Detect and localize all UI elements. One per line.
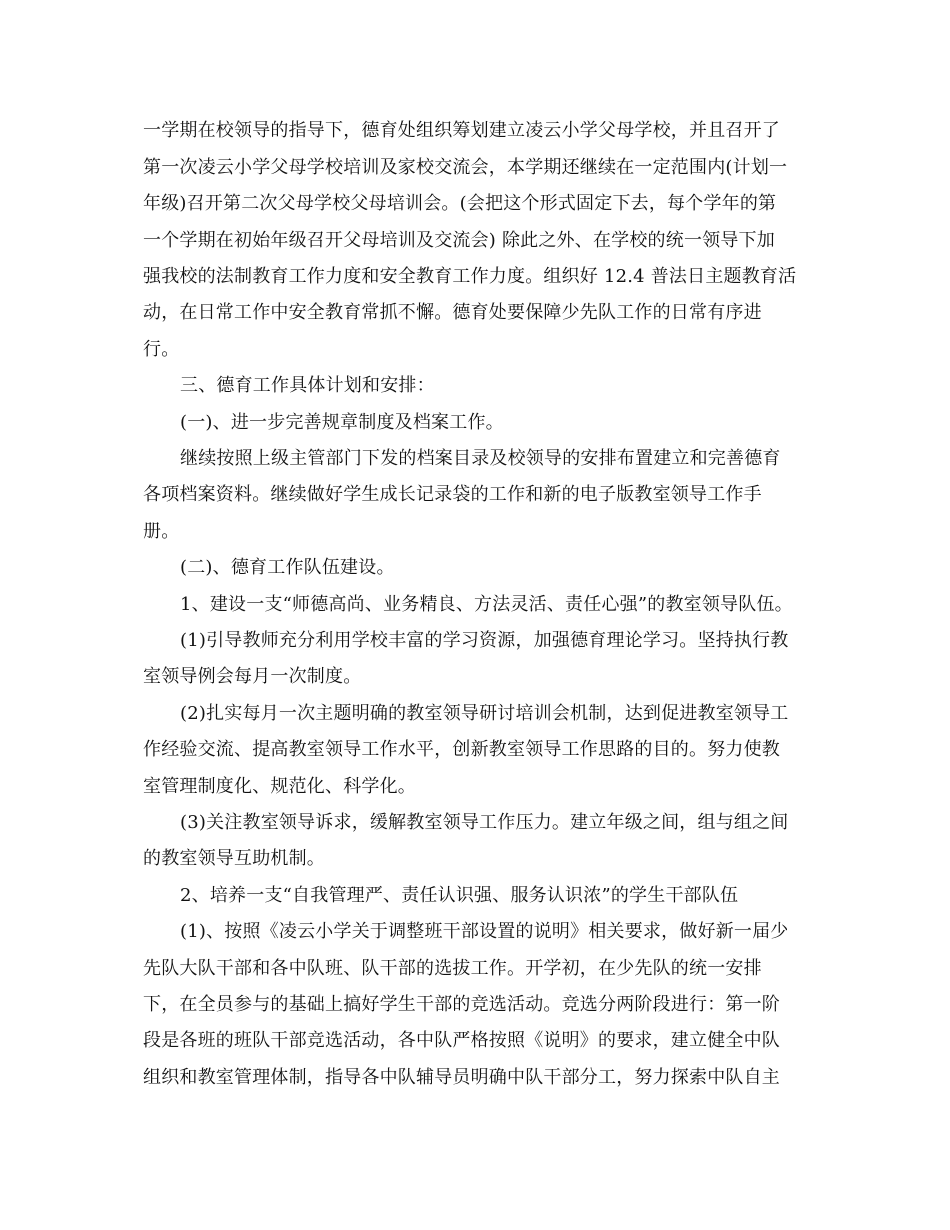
paragraph-line: 室领导例会每月一次制度。 [143, 666, 362, 687]
paragraph-line: 年级)召开第二次父母学校父母培训会。(会把这个形式固定下去，每个学年的第 [143, 193, 777, 214]
paragraph-line: 强我校的法制教育工作力度和安全教育工作力度。组织好 12.4 普法日主题教育活 [143, 266, 797, 287]
paragraph-line: (1)、按照《凌云小学关于调整班干部设置的说明》相关要求，做好新一届少 [180, 921, 789, 942]
paragraph-line: 段是各班的班队干部竞选活动，各中队严格按照《说明》的要求，建立健全中队 [143, 1030, 780, 1051]
paragraph-line: 册。 [143, 521, 180, 542]
list-item-heading: 1、建设一支“师德高尚、业务精良、方法灵活、责任心强”的教室领导队伍。 [180, 594, 793, 615]
paragraph-line: 继续按照上级主管部门下发的档案目录及校领导的安排布置建立和完善德育 [180, 448, 781, 469]
paragraph-line: (1)引导教师充分利用学校丰富的学习资源，加强德育理论学习。坚持执行教 [180, 630, 789, 651]
paragraph-line: 各项档案资料。继续做好学生成长记录袋的工作和新的电子版教室领导工作手 [143, 484, 762, 505]
paragraph-line: 的教室领导互助机制。 [143, 848, 325, 869]
paragraph-line: (3)关注教室领导诉求，缓解教室领导工作压力。建立年级之间，组与组之间 [180, 812, 789, 833]
paragraph-line: 一学期在校领导的指导下，德育处组织筹划建立凌云小学父母学校，并且召开了 [143, 120, 780, 141]
paragraph-line: 动，在日常工作中安全教育常抓不懈。德育处要保障少先队工作的日常有序进 [143, 302, 762, 323]
paragraph-line: 行。 [143, 339, 180, 360]
subsection-heading: (一)、进一步完善规章制度及档案工作。 [180, 412, 504, 433]
paragraph-line: 室管理制度化、规范化、科学化。 [143, 776, 416, 797]
paragraph-line: 组织和教室管理体制，指导各中队辅导员明确中队干部分工，努力探索中队自主 [143, 1067, 780, 1088]
subsection-heading: (二)、德育工作队伍建设。 [180, 557, 395, 578]
paragraph-line: 下，在全员参与的基础上搞好学生干部的竞选活动。竞选分两阶段进行：第一阶 [143, 994, 780, 1015]
paragraph-line: (2)扎实每月一次主题明确的教室领导研讨培训会机制，达到促进教室领导工 [180, 703, 789, 724]
list-item-heading: 2、培养一支“自我管理严、责任认识强、服务认识浓”的学生干部队伍 [180, 885, 739, 906]
paragraph-line: 作经验交流、提高教室领导工作水平，创新教室领导工作思路的目的。努力使教 [143, 739, 780, 760]
section-heading: 三、德育工作具体计划和安排： [180, 375, 435, 396]
paragraph-line: 第一次凌云小学父母学校培训及家校交流会，本学期还继续在一定范围内(计划一 [143, 157, 788, 178]
paragraph-line: 先队大队干部和各中队班、队干部的选拔工作。开学初，在少先队的统一安排 [143, 958, 762, 979]
paragraph-line: 一个学期在初始年级召开父母培训及交流会) 除此之外、在学校的统一领导下加 [143, 230, 775, 251]
